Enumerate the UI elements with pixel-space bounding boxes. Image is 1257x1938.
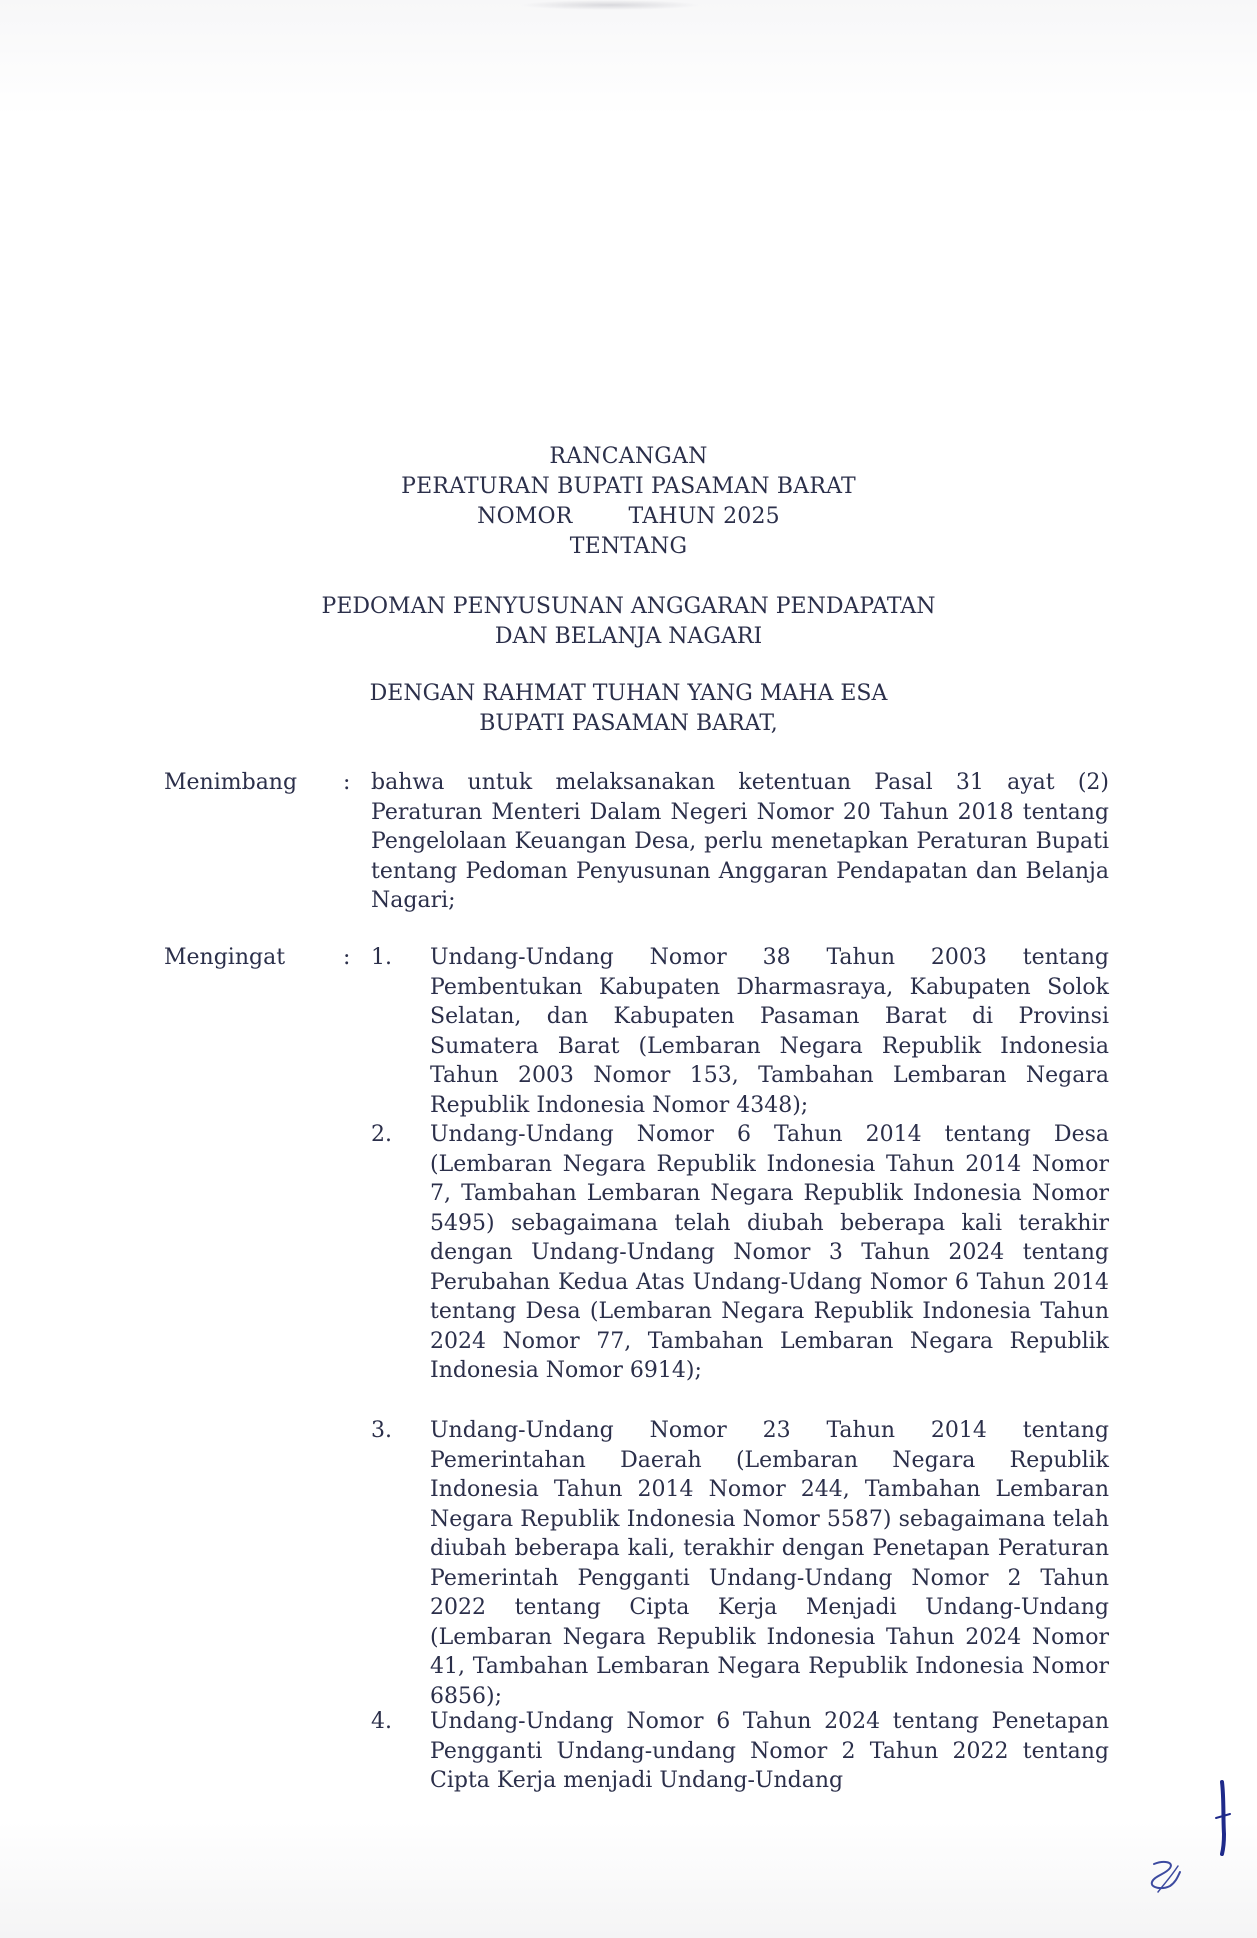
regulation-number-line [0,502,1257,532]
preamble-line-2: BUPATI PASAMAN BARAT, [479,711,778,736]
mengingat-item-number: 2. [371,1122,392,1147]
menimbang-label: Menimbang [164,770,298,795]
tahun-label: TAHUN 2025 [628,504,780,529]
document-heading [0,442,1257,562]
mengingat-item-text: Undang-Undang Nomor 6 Tahun 2024 tentang Penetapan Pengganti Undang-undang Nomor 2 Tahun 2022 tentang Cipta Kerja menjadi Undang-Undang [430,1709,1109,1793]
tentang-label: TENTANG [569,534,688,559]
mengingat-item-text: Undang-Undang Nomor 6 Tahun 2014 tentang Desa (Lembaran Negara Republik Indonesia Tahun 2014 Nomor 7, Tambahan Lembaran Negara Republik Indonesia Nomor 5495) sebagaimana telah diubah beberapa kali terakhir dengan Undang-Undang Nomor 3 Tahun 2024 tentang Perubahan Kedua Atas Undang-Udang Nomor 6 Tahun 2014 tentang Desa (Lembaran Negara Republik Indonesia Tahun 2024 Nomor 77, Tambahan Lembaran Negara Republik Indonesia Nomor 6914); [430,1122,1109,1383]
menimbang-text: bahwa untuk melaksanakan ketentuan Pasal 31 ayat (2) Peraturan Menteri Dalam Negeri Nomor 20 Tahun 2018 tentang Pengelolaan Keuangan Desa, perlu menetapkan Peraturan Bupati tentang Pedoman Penyusunan Anggaran Pendapatan dan Belanja Nagari; [371,770,1109,913]
regulation-title: PERATURAN BUPATI PASAMAN BARAT [401,474,856,499]
mengingat-item-number: 4. [371,1709,392,1734]
handwritten-stroke-mark [1204,1778,1244,1858]
draft-label: RANCANGAN [549,444,708,469]
nomor-label: NOMOR [477,504,573,529]
mengingat-item-number: 3. [371,1418,392,1443]
mengingat-label: Mengingat [164,945,286,970]
preamble-line-1: DENGAN RAHMAT TUHAN YANG MAHA ESA [369,681,888,706]
mengingat-item-number: 1. [371,945,392,970]
mengingat-item-text: Undang-Undang Nomor 38 Tahun 2003 tentang Pembentukan Kabupaten Dharmasraya, Kabupaten Solok Selatan, dan Kabupaten Pasaman Barat di Provinsi Sumatera Barat (Lembaran Negara Republik Indonesia Tahun 2003 Nomor 153, Tambahan Lembaran Negara Republik Indonesia Nomor 4348); [430,945,1109,1118]
handwritten-initial-mark [1140,1858,1190,1898]
scan-edge-mark [520,0,700,10]
mengingat-item-text: Undang-Undang Nomor 23 Tahun 2014 tentang Pemerintahan Daerah (Lembaran Negara Republik Indonesia Tahun 2014 Nomor 244, Tambahan Lembaran Negara Republik Indonesia Nomor 5587) sebagaimana telah diubah beberapa kali, terakhir dengan Penetapan Peraturan Pemerintah Pengganti Undang-Undang Nomor 2 Tahun 2022 tentang Cipta Kerja Menjadi Undang-Undang (Lembaran Negara Republik Indonesia Tahun 2024 Nomor 41, Tambahan Lembaran Negara Republik Indonesia Nomor 6856); [430,1418,1109,1709]
regulation-subject [0,592,1257,652]
mengingat-colon: : [343,945,351,970]
menimbang-colon: : [343,770,351,795]
preamble [0,679,1257,739]
subject-line-1: PEDOMAN PENYUSUNAN ANGGARAN PENDAPATAN [321,594,936,619]
subject-line-2: DAN BELANJA NAGARI [494,624,763,649]
